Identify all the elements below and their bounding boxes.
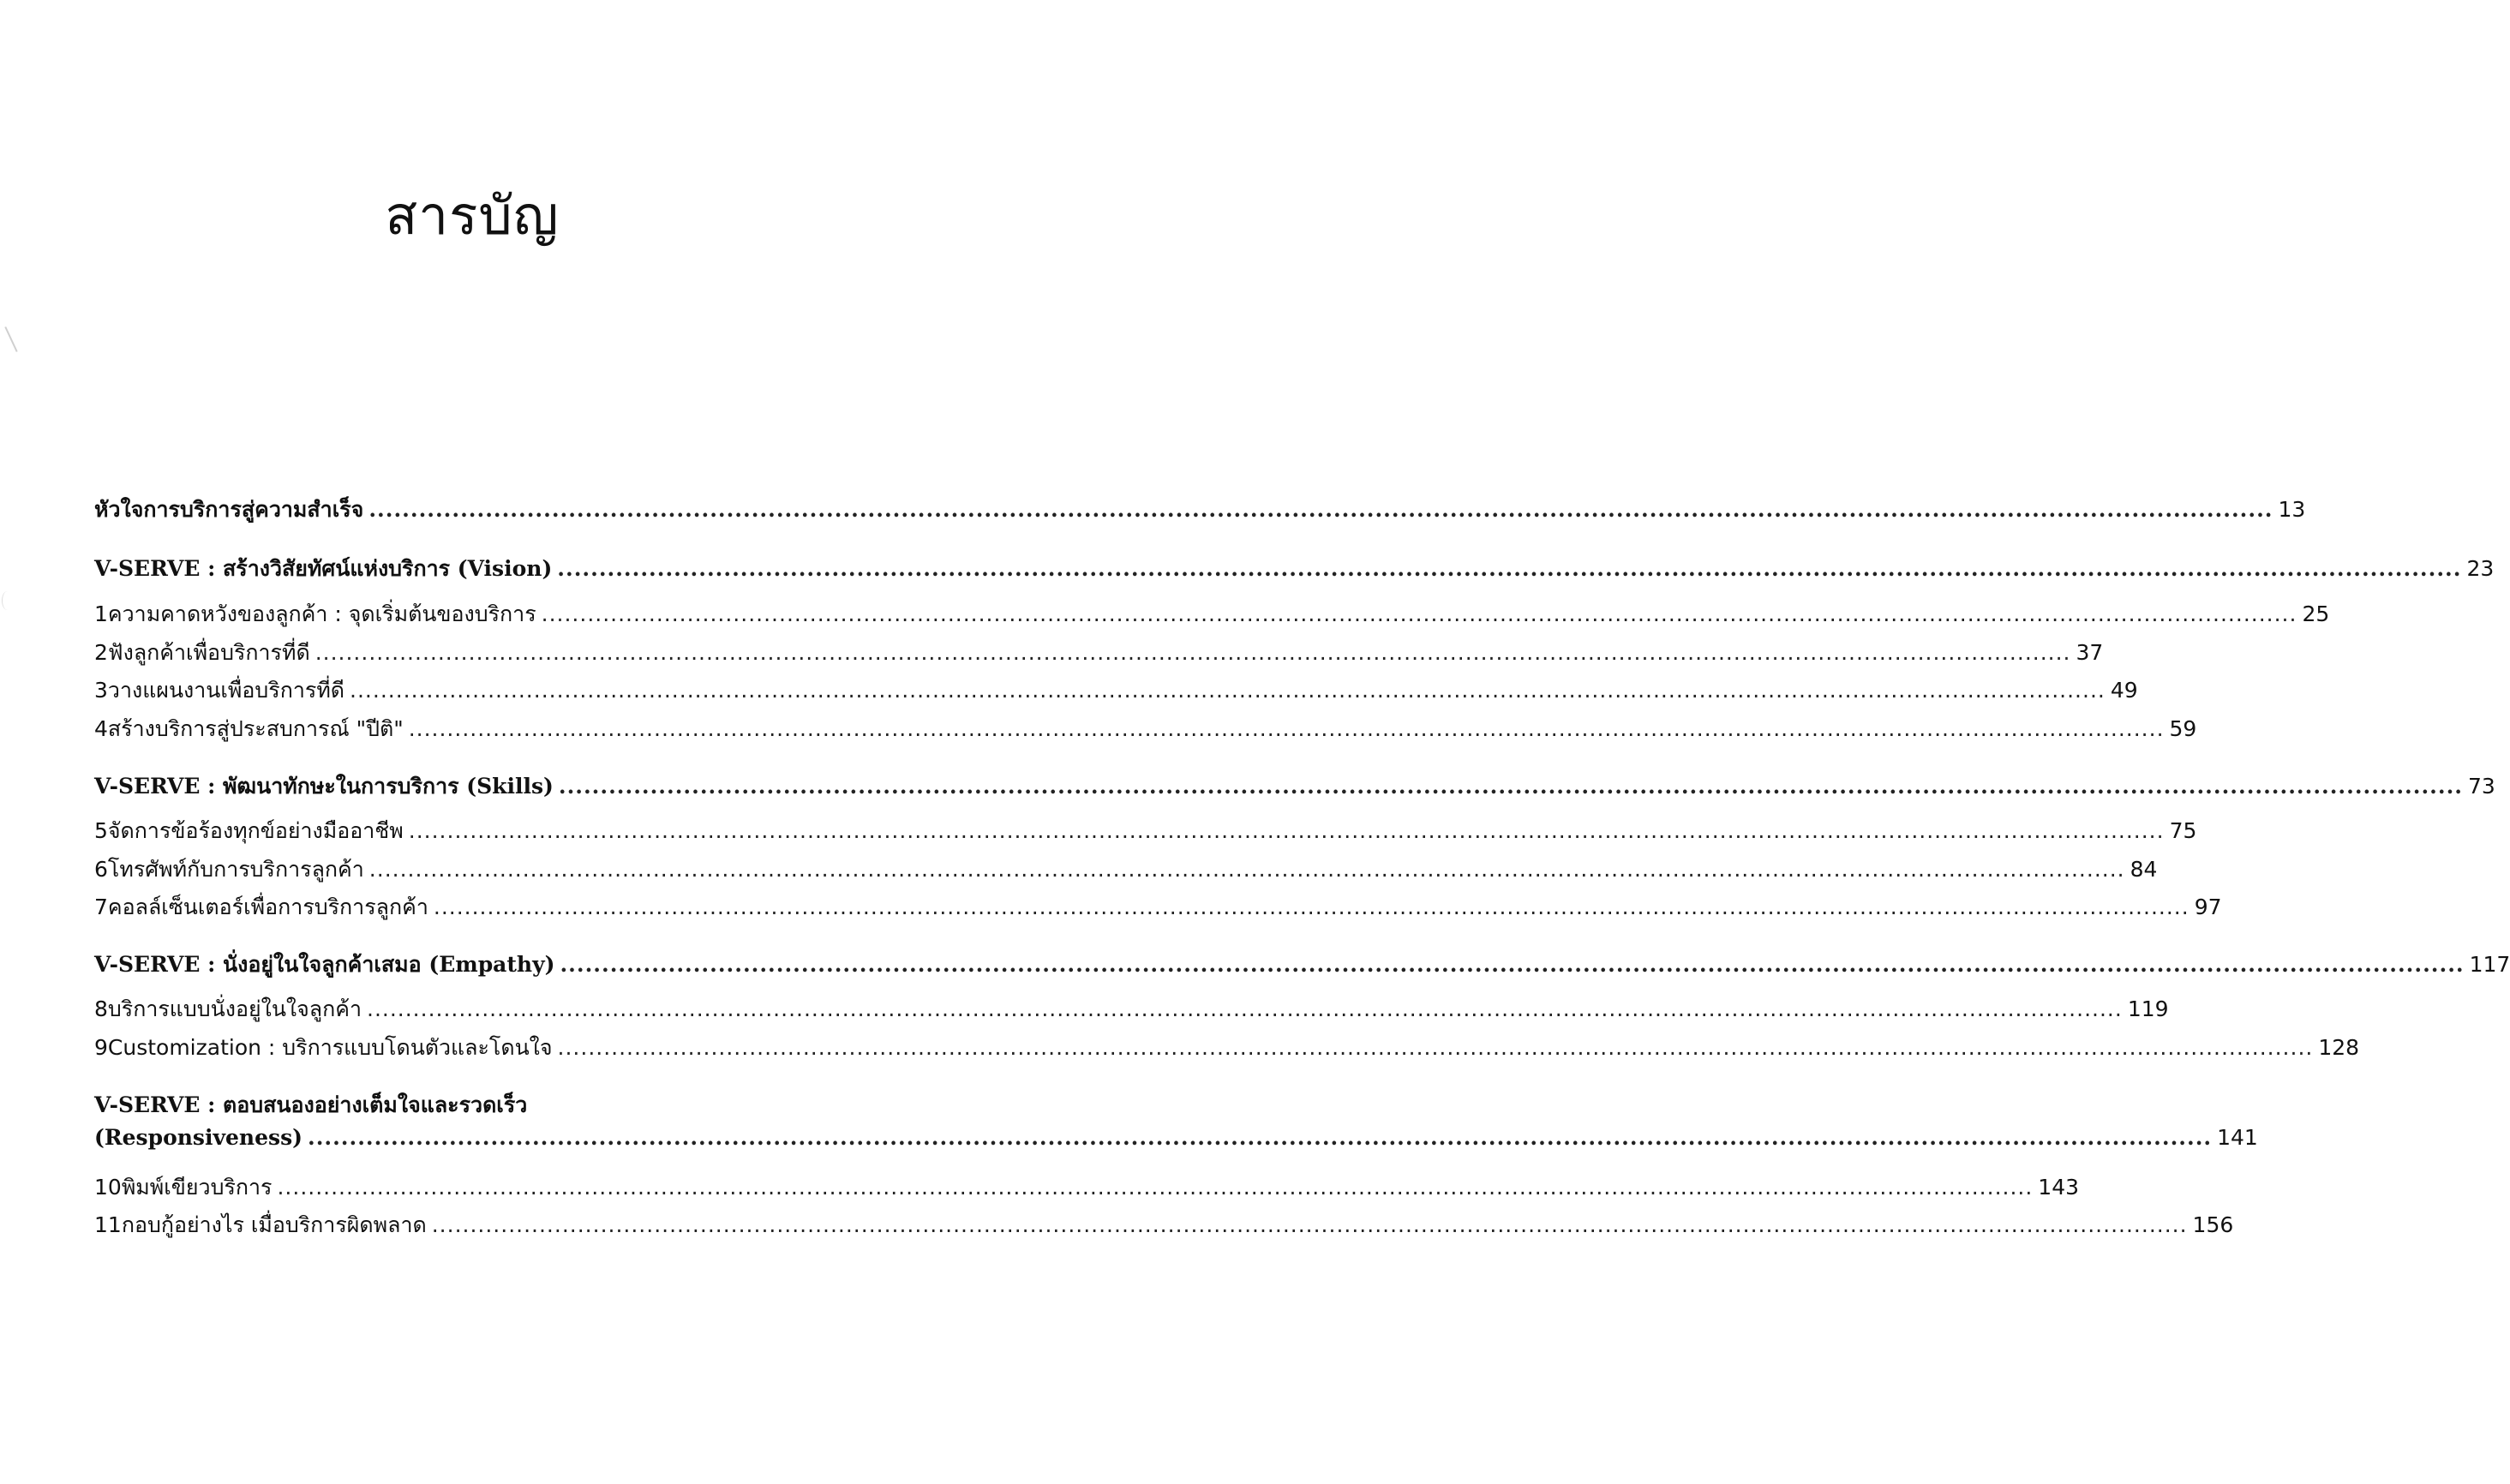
toc-section-intro[interactable] — [94, 493, 2306, 527]
chapter-title: คอลล์เซ็นเตอร์เพื่อการบริการลูกค้า — [107, 895, 428, 919]
dot-leader — [315, 640, 2071, 665]
toc-section-part2[interactable] — [94, 769, 2495, 804]
page-number: 37 — [2076, 640, 2104, 665]
section-title: V-SERVE : ตอบสนองอย่างเต็มใจและรวดเร็ว — [94, 1092, 528, 1117]
chapter-number: 5 — [94, 818, 108, 843]
toc-chapter[interactable] — [94, 1031, 2360, 1065]
dot-leader — [409, 818, 2165, 843]
page-number: 59 — [2169, 716, 2197, 741]
chapter-number: 2 — [94, 640, 108, 665]
dot-leader — [367, 996, 2123, 1021]
page-number: 84 — [2130, 857, 2158, 882]
toc-chapter[interactable] — [94, 673, 2138, 708]
toc-chapter[interactable] — [94, 712, 2197, 746]
toc-chapter[interactable] — [94, 1170, 2080, 1205]
dot-leader — [369, 857, 2125, 882]
chapter-title: Customization : บริการแบบโดนตัวและโดนใจ — [107, 1035, 553, 1060]
dot-leader — [558, 1035, 2314, 1060]
page-number: 13 — [2278, 497, 2306, 522]
toc-chapter[interactable] — [94, 890, 2222, 925]
page-number: 117 — [2469, 952, 2510, 977]
page-number: 141 — [2217, 1125, 2258, 1150]
toc-section-part4[interactable] — [94, 1125, 2258, 1159]
toc-chapter[interactable] — [94, 636, 2104, 670]
section-title: V-SERVE : พัฒนาทักษะในการบริการ (Skills) — [94, 774, 554, 799]
chapter-title: พิมพ์เขียวบริการ — [121, 1175, 273, 1200]
chapter-title: โทรศัพท์กับการบริการลูกค้า — [107, 857, 364, 882]
toc-chapter[interactable] — [94, 814, 2197, 848]
chapter-number: 8 — [94, 996, 108, 1021]
section-title: V-SERVE : นั่งอยู่ในใจลูกค้าเสมอ (Empathy) — [94, 952, 555, 977]
chapter-number: 1 — [94, 601, 108, 626]
dot-leader — [559, 774, 2463, 799]
page-number: 97 — [2194, 895, 2222, 919]
chapter-title: สร้างบริการสู่ประสบการณ์ "ปีติ" — [107, 716, 404, 741]
toc-section-part1[interactable] — [94, 552, 2495, 586]
page-number: 49 — [2110, 678, 2138, 703]
dot-leader — [350, 678, 2106, 703]
page-number: 156 — [2192, 1212, 2234, 1237]
chapter-title: วางแผนงานเพื่อบริการที่ดี — [107, 678, 345, 703]
page-number: 25 — [2302, 601, 2330, 626]
chapter-title: ฟังลูกค้าเพื่อบริการที่ดี — [107, 640, 310, 665]
dot-leader — [542, 601, 2297, 626]
toc-chapter[interactable] — [94, 992, 2169, 1026]
chapter-number: 3 — [94, 678, 108, 703]
section-title: V-SERVE : สร้างวิสัยทัศน์แห่งบริการ (Vision) — [94, 556, 553, 581]
chapter-number: 4 — [94, 716, 108, 741]
dot-leader — [277, 1175, 2033, 1200]
chapter-title: บริการแบบนั่งอยู่ในใจลูกค้า — [107, 996, 362, 1021]
dot-leader — [368, 497, 2273, 522]
chapter-title: ความคาดหวังของลูกค้า : จุดเริ่มต้นของบริการ — [107, 601, 536, 626]
chapter-number: 9 — [94, 1035, 108, 1060]
page-number: 128 — [2318, 1035, 2360, 1060]
page-number: 143 — [2038, 1175, 2080, 1200]
chapter-number: 7 — [94, 895, 108, 919]
dot-leader — [308, 1125, 2212, 1150]
toc-chapter[interactable] — [94, 853, 2158, 887]
chapter-title: กอบกู้อย่างไร เมื่อบริการผิดพลาด — [121, 1212, 427, 1237]
chapter-number: 6 — [94, 857, 108, 882]
dot-leader — [560, 952, 2464, 977]
page-number: 73 — [2468, 774, 2495, 799]
section-title: หัวใจการบริการสู่ความสำเร็จ — [94, 497, 364, 522]
page-number: 75 — [2169, 818, 2197, 843]
page-number: 23 — [2466, 556, 2495, 581]
section-title-continued: (Responsiveness) — [94, 1125, 303, 1150]
page-number: 119 — [2127, 996, 2169, 1021]
toc-chapter[interactable] — [94, 1208, 2234, 1242]
page-title: สารบัญ — [385, 184, 560, 247]
chapter-number: 10 — [94, 1175, 122, 1200]
dot-leader — [409, 716, 2165, 741]
dot-leader — [434, 895, 2190, 919]
dot-leader — [557, 556, 2461, 581]
chapter-number: 11 — [94, 1212, 122, 1237]
toc-section-part4-line1[interactable] — [94, 1088, 883, 1122]
chapter-title: จัดการข้อร้องทุกข์อย่างมืออาชีพ — [107, 818, 404, 843]
dot-leader — [432, 1212, 2188, 1237]
toc-chapter[interactable] — [94, 597, 2330, 631]
toc-section-part3[interactable] — [94, 948, 2510, 982]
